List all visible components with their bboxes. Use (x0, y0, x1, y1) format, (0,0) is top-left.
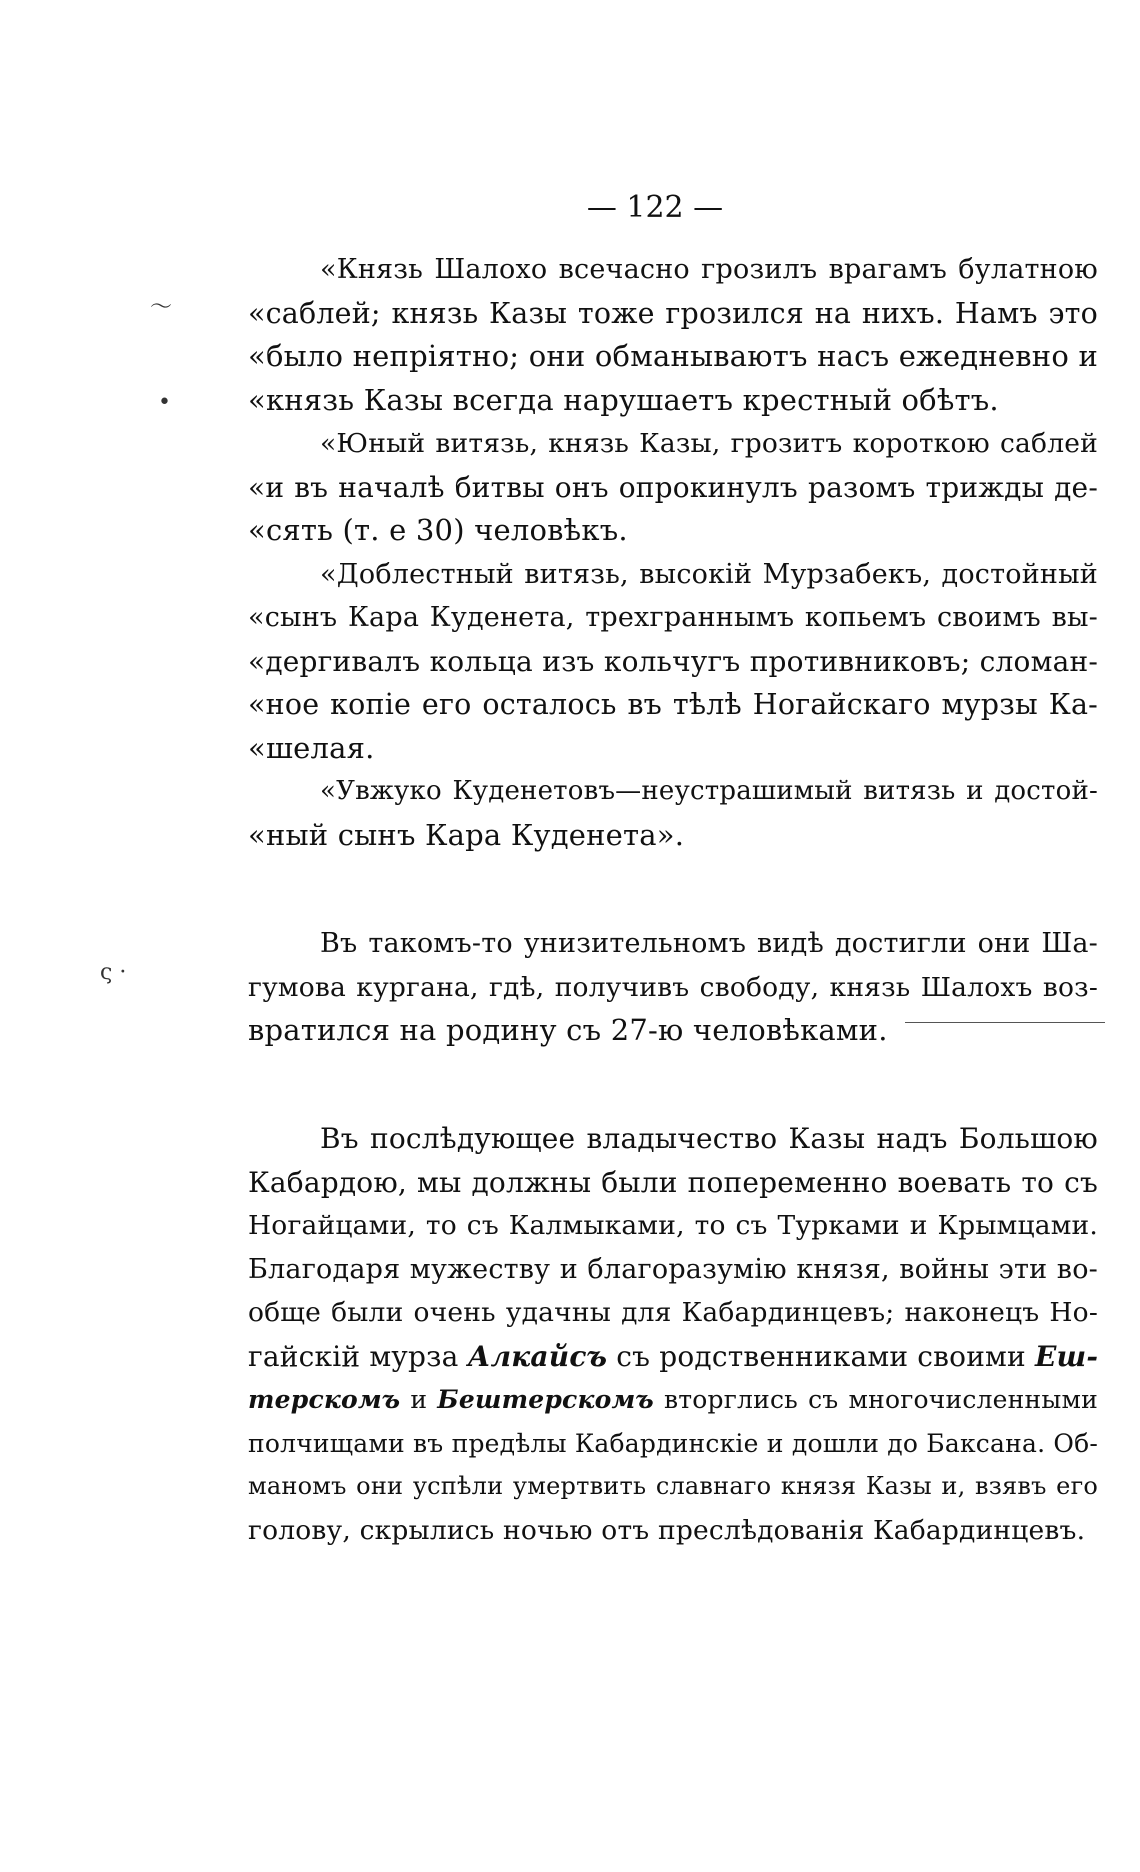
text-line: обще были очень удачны для Кабардинцевъ; наконецъ Но- (248, 1297, 1098, 1328)
text-line: маномъ они успѣли умертвить славнаго князя Казы и, взявъ его (248, 1472, 1098, 1500)
quote-paragraph (248, 770, 1098, 857)
quote-paragraph (248, 553, 1098, 771)
text-run: съ родственниками своими (607, 1339, 1035, 1373)
text-line (248, 1378, 1098, 1422)
text-run: гайскій мурза (248, 1339, 468, 1373)
italic-name-eshterskom: терскомъ (248, 1385, 401, 1414)
text-line: Въ такомъ-то унизительномъ видѣ достигли они Ша- (320, 928, 1098, 959)
text-line: Въ послѣдующее владычество Казы надъ Большою (320, 1122, 1098, 1155)
text-line: Кабардою, мы должны были попеременно воевать то съ (248, 1165, 1098, 1199)
text-line: «сынъ Кара Куденета, трехграннымъ копьемъ своимъ вы- (248, 602, 1098, 633)
quoted-song (248, 248, 1098, 857)
text-line: «князь Казы всегда нарушаетъ крестный обѣтъ. (248, 382, 999, 417)
text-line: «было непріятно; они обманываютъ насъ ежедневно и (248, 339, 1098, 373)
paragraph-return (248, 922, 1098, 1053)
text-line: гумова кургана, гдѣ, получивъ свободу, князь Шалохъ воз- (248, 971, 1098, 1003)
text-line (248, 1335, 1098, 1379)
text-line: полчищами въ предѣлы Кабардинскіе и дошли до Баксана. Об- (248, 1428, 1098, 1458)
text-line: «сять (т. е 30) человѣкъ. (248, 513, 628, 547)
margin-pencil-mark: 〜 (150, 295, 173, 320)
text-line: «саблей; князь Казы тоже грозился на нихъ. Намъ это (248, 296, 1098, 330)
text-line: «дергивалъ кольца изъ кольчугъ противниковъ; сломан- (248, 644, 1098, 678)
italic-name-alkays: Алкайсъ (467, 1339, 608, 1373)
text-run: и (400, 1385, 438, 1414)
quote-paragraph (248, 248, 1098, 422)
text-line: «Увжуко Куденетовъ—неустрашимый витязь и достой- (320, 776, 1098, 806)
text-line: голову, скрылись ночью отъ преслѣдованія Кабардинцевъ. (248, 1514, 1086, 1546)
text-line: вратился на родину съ 27-ю человѣками. (248, 1013, 888, 1047)
text-line: «Юный витязь, князь Казы, грозитъ короткою саблей (320, 428, 1098, 459)
text-line: «и въ началѣ битвы онъ опрокинулъ разомъ трижды де- (248, 470, 1098, 504)
margin-pencil-dot: • (158, 390, 171, 415)
quote-paragraph (248, 422, 1098, 553)
margin-pencil-mark: ς · (100, 960, 127, 985)
text-line: Благодаря мужеству и благоразумію князя, войны эти во- (248, 1253, 1098, 1285)
text-line: «ный сынъ Кара Куденета». (248, 817, 685, 852)
text-line: «Князь Шалохо всечасно грозилъ врагамъ булатною (320, 254, 1098, 285)
page-number: — 122 — (586, 190, 724, 225)
text-line: «шелая. (248, 730, 375, 765)
text-line: «Доблестный витязь, высокій Мурзабекъ, достойный (320, 558, 1098, 590)
text-line: «ное копіе его осталось въ тѣлѣ Ногайскаго мурзы Ка- (248, 688, 1098, 721)
text-run: вторглись съ многочисленными (653, 1385, 1098, 1414)
paragraph-kazy-reign (248, 1117, 1098, 1552)
text-line: Ногайцами, то съ Калмыками, то съ Турками и Крымцами. (248, 1210, 1098, 1241)
italic-name-beshterskom: Бештерскомъ (437, 1385, 654, 1414)
italic-name-eshterskom: Еш- (1035, 1339, 1099, 1373)
